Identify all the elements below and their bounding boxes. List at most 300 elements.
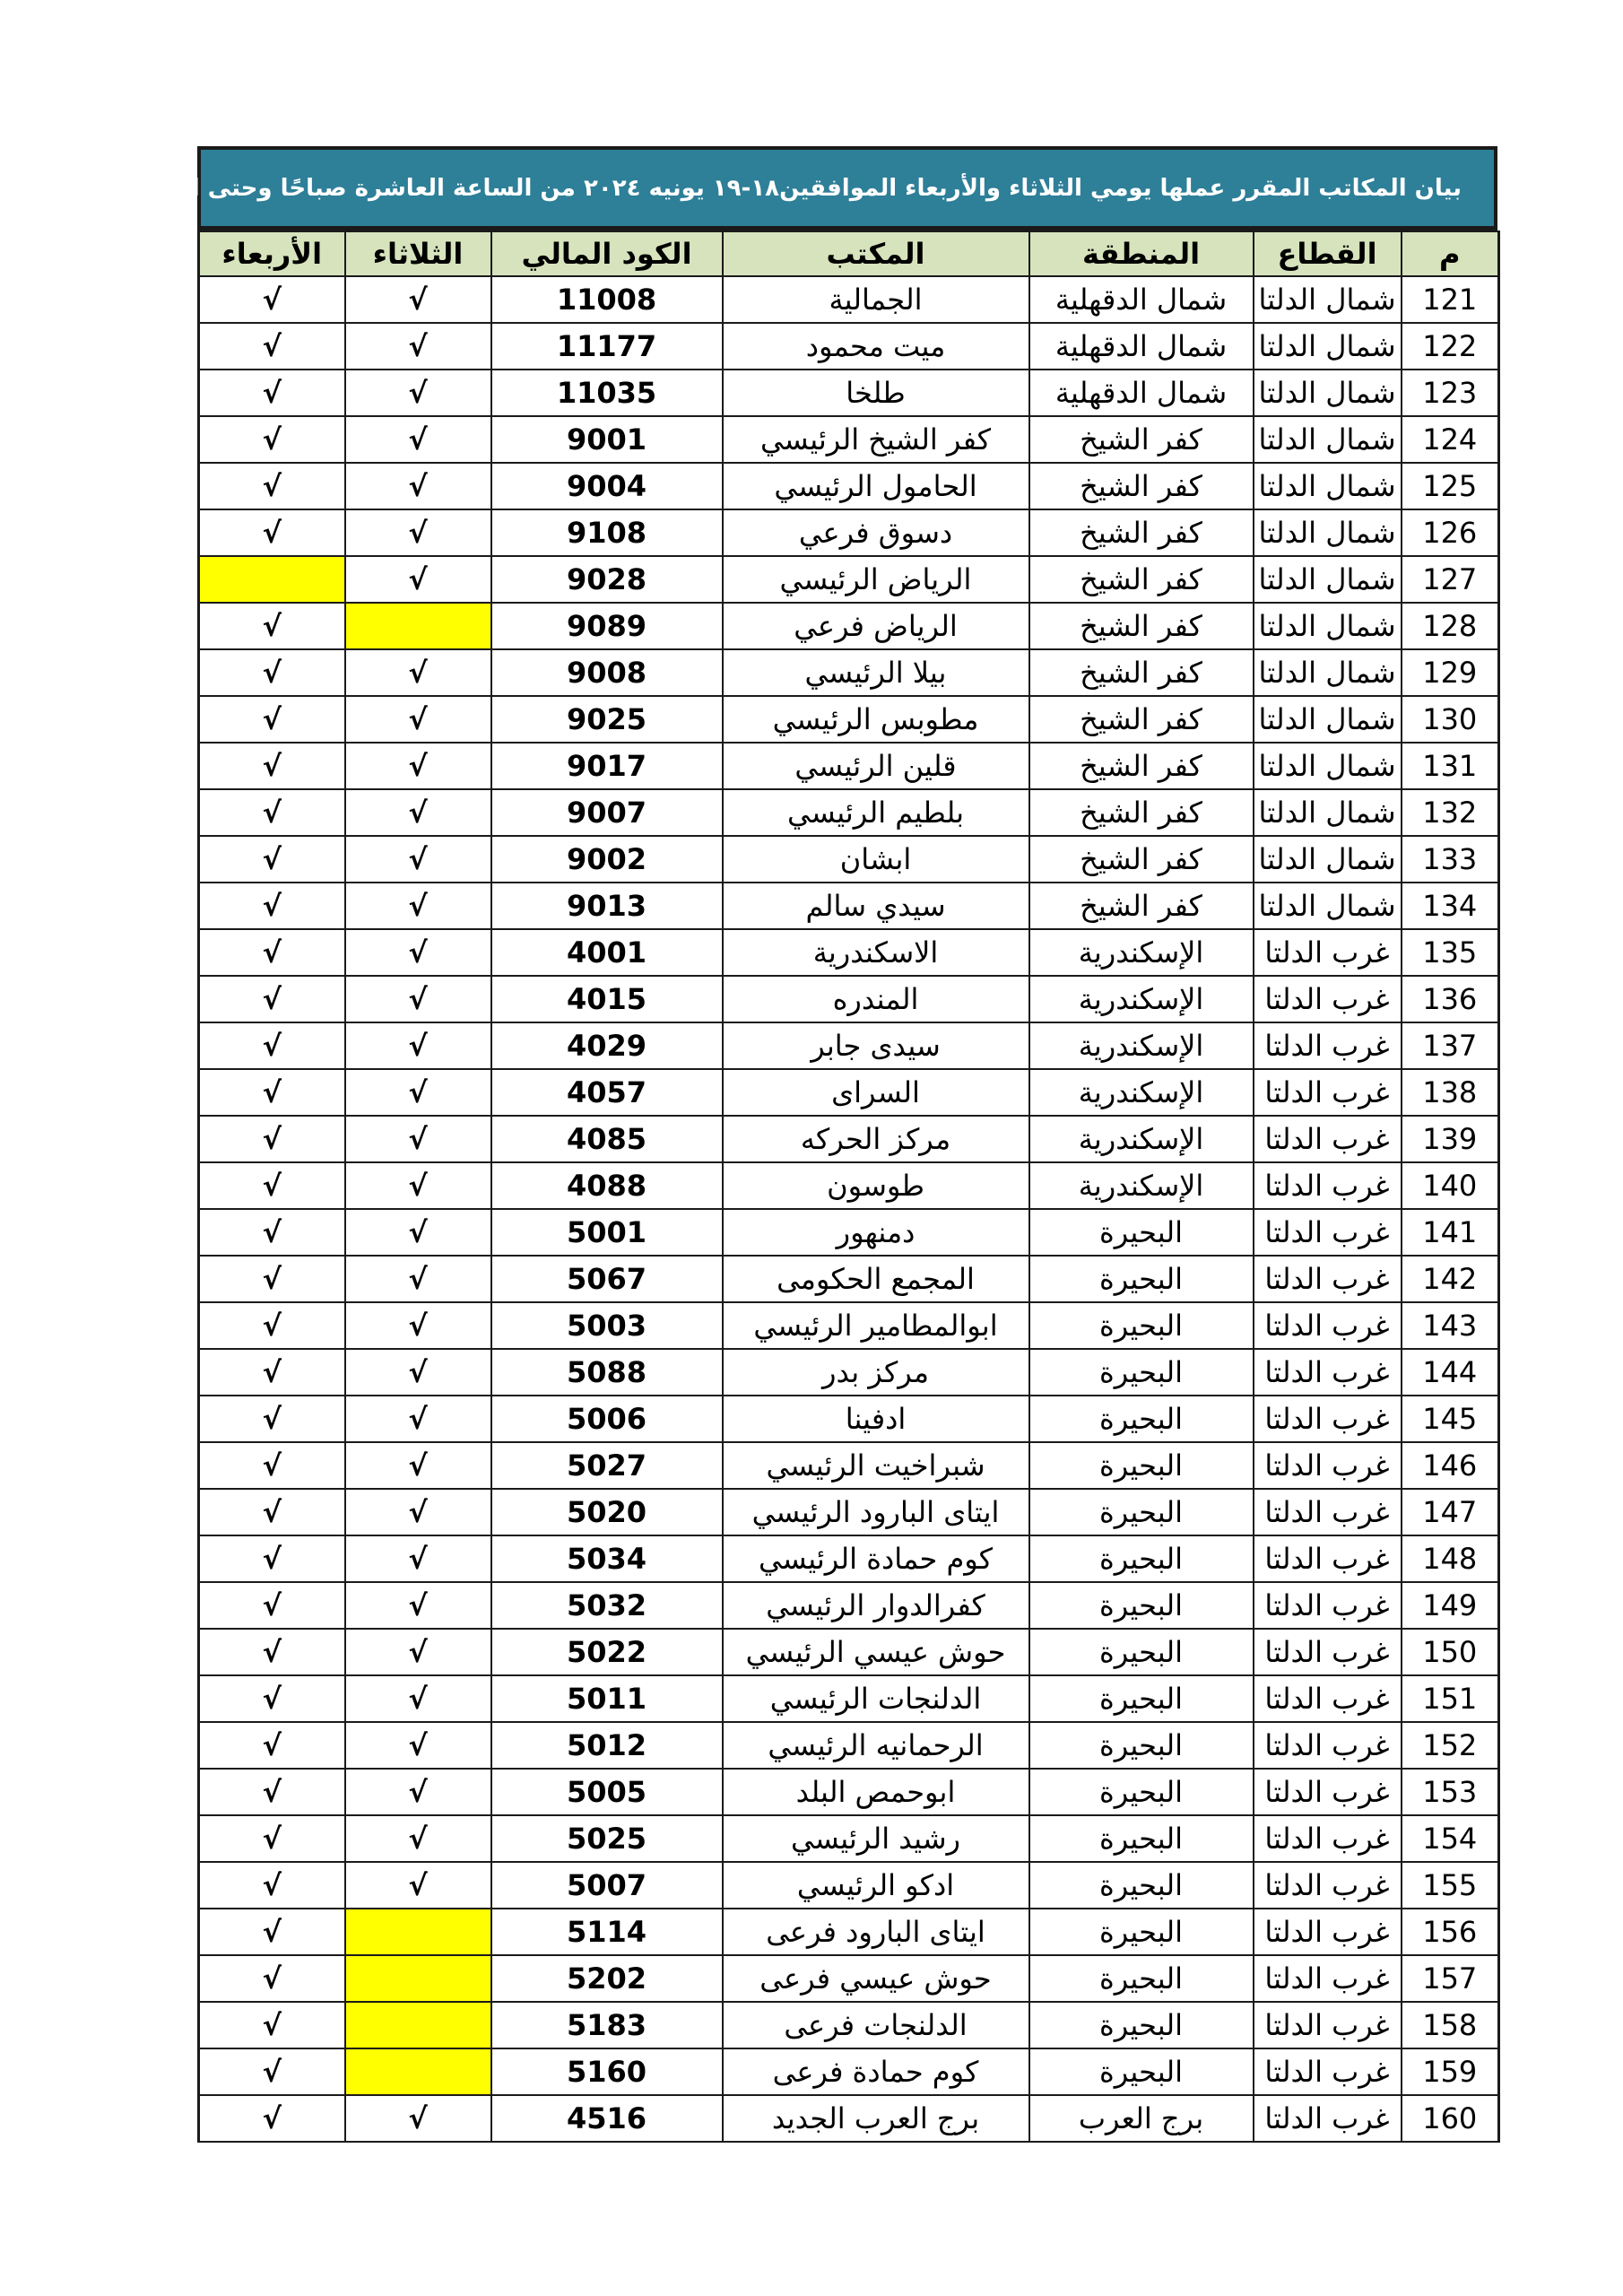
table-row bbox=[199, 1069, 1499, 1116]
cell-sector: شمال الدلتا bbox=[1254, 370, 1402, 416]
table-body bbox=[199, 276, 1499, 2142]
cell-region: كفر الشيخ bbox=[1029, 509, 1254, 556]
cell-wednesday: √ bbox=[199, 1675, 345, 1722]
cell-region: الإسكندرية bbox=[1029, 1069, 1254, 1116]
cell-serial: 137 bbox=[1402, 1022, 1499, 1069]
cell-serial: 160 bbox=[1402, 2095, 1499, 2142]
cell-region: الإسكندرية bbox=[1029, 929, 1254, 976]
cell-wednesday: √ bbox=[199, 1769, 345, 1815]
cell-tuesday: √ bbox=[345, 696, 491, 743]
cell-office: مطوبس الرئيسي bbox=[723, 696, 1029, 743]
cell-sector: غرب الدلتا bbox=[1254, 1909, 1402, 1955]
cell-office: ابوحمص البلد bbox=[723, 1769, 1029, 1815]
cell-tuesday: √ bbox=[345, 836, 491, 883]
table-row bbox=[199, 2002, 1499, 2048]
cell-region: الإسكندرية bbox=[1029, 1022, 1254, 1069]
cell-serial: 157 bbox=[1402, 1955, 1499, 2002]
cell-sector: غرب الدلتا bbox=[1254, 1442, 1402, 1489]
cell-tuesday: √ bbox=[345, 370, 491, 416]
cell-financial-code: 5034 bbox=[491, 1535, 723, 1582]
cell-tuesday bbox=[345, 1955, 491, 2002]
cell-office: كفرالدوار الرئيسي bbox=[723, 1582, 1029, 1629]
table-row bbox=[199, 1722, 1499, 1769]
cell-sector: شمال الدلتا bbox=[1254, 323, 1402, 370]
cell-sector: شمال الدلتا bbox=[1254, 276, 1402, 323]
cell-serial: 125 bbox=[1402, 463, 1499, 509]
cell-office: ادفينا bbox=[723, 1396, 1029, 1442]
cell-serial: 130 bbox=[1402, 696, 1499, 743]
cell-office: سيدى جابر bbox=[723, 1022, 1029, 1069]
cell-wednesday: √ bbox=[199, 1629, 345, 1675]
cell-office: بيلا الرئيسي bbox=[723, 649, 1029, 696]
cell-sector: غرب الدلتا bbox=[1254, 1629, 1402, 1675]
cell-wednesday: √ bbox=[199, 323, 345, 370]
cell-region: البحيرة bbox=[1029, 1909, 1254, 1955]
cell-wednesday: √ bbox=[199, 2048, 345, 2095]
cell-region: شمال الدقهلية bbox=[1029, 323, 1254, 370]
cell-region: الإسكندرية bbox=[1029, 1162, 1254, 1209]
cell-financial-code: 9007 bbox=[491, 789, 723, 836]
cell-financial-code: 9025 bbox=[491, 696, 723, 743]
cell-region: البحيرة bbox=[1029, 1256, 1254, 1302]
cell-serial: 129 bbox=[1402, 649, 1499, 696]
cell-tuesday: √ bbox=[345, 1162, 491, 1209]
cell-region: شمال الدقهلية bbox=[1029, 276, 1254, 323]
cell-office: كفر الشيخ الرئيسي bbox=[723, 416, 1029, 463]
cell-wednesday: √ bbox=[199, 463, 345, 509]
cell-wednesday: √ bbox=[199, 1815, 345, 1862]
cell-financial-code: 5005 bbox=[491, 1769, 723, 1815]
cell-office: طوسون bbox=[723, 1162, 1029, 1209]
cell-financial-code: 5088 bbox=[491, 1349, 723, 1396]
cell-financial-code: 4029 bbox=[491, 1022, 723, 1069]
cell-financial-code: 4015 bbox=[491, 976, 723, 1022]
cell-serial: 156 bbox=[1402, 1909, 1499, 1955]
cell-sector: شمال الدلتا bbox=[1254, 649, 1402, 696]
cell-wednesday: √ bbox=[199, 509, 345, 556]
cell-tuesday: √ bbox=[345, 1535, 491, 1582]
table-row bbox=[199, 1349, 1499, 1396]
cell-wednesday: √ bbox=[199, 370, 345, 416]
cell-region: كفر الشيخ bbox=[1029, 556, 1254, 603]
cell-serial: 131 bbox=[1402, 743, 1499, 789]
header-wednesday: الأربعاء bbox=[199, 231, 345, 276]
table-row bbox=[199, 1535, 1499, 1582]
cell-region: البحيرة bbox=[1029, 1396, 1254, 1442]
cell-tuesday: √ bbox=[345, 509, 491, 556]
cell-tuesday: √ bbox=[345, 463, 491, 509]
cell-office: الرياض فرعي bbox=[723, 603, 1029, 649]
table-row bbox=[199, 370, 1499, 416]
cell-serial: 147 bbox=[1402, 1489, 1499, 1535]
cell-office: بلطيم الرئيسي bbox=[723, 789, 1029, 836]
cell-region: الإسكندرية bbox=[1029, 1116, 1254, 1162]
cell-sector: شمال الدلتا bbox=[1254, 463, 1402, 509]
cell-region: شمال الدقهلية bbox=[1029, 370, 1254, 416]
header-sector: القطاع bbox=[1254, 231, 1402, 276]
cell-wednesday: √ bbox=[199, 603, 345, 649]
header-serial: م bbox=[1402, 231, 1499, 276]
cell-office: الحامول الرئيسي bbox=[723, 463, 1029, 509]
cell-financial-code: 5003 bbox=[491, 1302, 723, 1349]
cell-serial: 121 bbox=[1402, 276, 1499, 323]
table-row bbox=[199, 556, 1499, 603]
cell-tuesday bbox=[345, 2002, 491, 2048]
cell-wednesday: √ bbox=[199, 1489, 345, 1535]
cell-office: ادكو الرئيسي bbox=[723, 1862, 1029, 1909]
cell-region: كفر الشيخ bbox=[1029, 463, 1254, 509]
table-row bbox=[199, 603, 1499, 649]
table-row bbox=[199, 1442, 1499, 1489]
cell-sector: غرب الدلتا bbox=[1254, 1489, 1402, 1535]
cell-wednesday: √ bbox=[199, 1256, 345, 1302]
cell-office: شبراخيت الرئيسي bbox=[723, 1442, 1029, 1489]
cell-financial-code: 5183 bbox=[491, 2002, 723, 2048]
cell-sector: غرب الدلتا bbox=[1254, 1862, 1402, 1909]
cell-wednesday: √ bbox=[199, 696, 345, 743]
cell-financial-code: 9013 bbox=[491, 883, 723, 929]
cell-tuesday: √ bbox=[345, 1815, 491, 1862]
cell-tuesday: √ bbox=[345, 883, 491, 929]
cell-wednesday: √ bbox=[199, 976, 345, 1022]
cell-sector: غرب الدلتا bbox=[1254, 2095, 1402, 2142]
cell-office: دمنهور bbox=[723, 1209, 1029, 1256]
cell-financial-code: 5202 bbox=[491, 1955, 723, 2002]
cell-financial-code: 5012 bbox=[491, 1722, 723, 1769]
cell-wednesday: √ bbox=[199, 1535, 345, 1582]
cell-wednesday: √ bbox=[199, 1116, 345, 1162]
cell-sector: غرب الدلتا bbox=[1254, 1396, 1402, 1442]
cell-financial-code: 5001 bbox=[491, 1209, 723, 1256]
table-row bbox=[199, 1396, 1499, 1442]
cell-region: كفر الشيخ bbox=[1029, 696, 1254, 743]
table-row bbox=[199, 1489, 1499, 1535]
cell-sector: شمال الدلتا bbox=[1254, 696, 1402, 743]
cell-sector: شمال الدلتا bbox=[1254, 603, 1402, 649]
table-row bbox=[199, 1769, 1499, 1815]
table-row bbox=[199, 929, 1499, 976]
header-financial-code: الكود المالي bbox=[491, 231, 723, 276]
table-row bbox=[199, 509, 1499, 556]
cell-office: برج العرب الجديد bbox=[723, 2095, 1029, 2142]
cell-sector: غرب الدلتا bbox=[1254, 976, 1402, 1022]
cell-region: البحيرة bbox=[1029, 1535, 1254, 1582]
cell-region: الإسكندرية bbox=[1029, 976, 1254, 1022]
cell-office: كوم حمادة فرعى bbox=[723, 2048, 1029, 2095]
cell-region: البحيرة bbox=[1029, 1955, 1254, 2002]
cell-serial: 138 bbox=[1402, 1069, 1499, 1116]
cell-region: كفر الشيخ bbox=[1029, 416, 1254, 463]
table-row bbox=[199, 789, 1499, 836]
cell-sector: غرب الدلتا bbox=[1254, 1535, 1402, 1582]
table-row bbox=[199, 2095, 1499, 2142]
cell-office: قلين الرئيسي bbox=[723, 743, 1029, 789]
cell-financial-code: 5020 bbox=[491, 1489, 723, 1535]
cell-serial: 149 bbox=[1402, 1582, 1499, 1629]
cell-serial: 127 bbox=[1402, 556, 1499, 603]
cell-financial-code: 5032 bbox=[491, 1582, 723, 1629]
cell-sector: غرب الدلتا bbox=[1254, 1769, 1402, 1815]
cell-financial-code: 9004 bbox=[491, 463, 723, 509]
table-row bbox=[199, 1116, 1499, 1162]
cell-financial-code: 5027 bbox=[491, 1442, 723, 1489]
title-banner bbox=[38, 146, 1497, 230]
cell-sector: غرب الدلتا bbox=[1254, 1302, 1402, 1349]
cell-office: ابوالمطامير الرئيسي bbox=[723, 1302, 1029, 1349]
cell-wednesday: √ bbox=[199, 929, 345, 976]
cell-office: المجمع الحكومى bbox=[723, 1256, 1029, 1302]
cell-wednesday: √ bbox=[199, 1909, 345, 1955]
cell-tuesday: √ bbox=[345, 649, 491, 696]
cell-wednesday: √ bbox=[199, 2002, 345, 2048]
cell-office: حوش عيسي الرئيسي bbox=[723, 1629, 1029, 1675]
cell-financial-code: 4516 bbox=[491, 2095, 723, 2142]
cell-wednesday: √ bbox=[199, 789, 345, 836]
cell-sector: شمال الدلتا bbox=[1254, 416, 1402, 463]
cell-wednesday: √ bbox=[199, 743, 345, 789]
cell-tuesday bbox=[345, 603, 491, 649]
cell-tuesday: √ bbox=[345, 1209, 491, 1256]
cell-sector: شمال الدلتا bbox=[1254, 556, 1402, 603]
cell-wednesday: √ bbox=[199, 276, 345, 323]
table-row bbox=[199, 1209, 1499, 1256]
cell-wednesday: √ bbox=[199, 1162, 345, 1209]
cell-tuesday bbox=[345, 2048, 491, 2095]
table-row bbox=[199, 416, 1499, 463]
cell-tuesday: √ bbox=[345, 276, 491, 323]
cell-office: السراى bbox=[723, 1069, 1029, 1116]
cell-tuesday: √ bbox=[345, 1722, 491, 1769]
cell-wednesday bbox=[199, 556, 345, 603]
cell-office: مركز الحركه bbox=[723, 1116, 1029, 1162]
cell-region: البحيرة bbox=[1029, 1675, 1254, 1722]
cell-region: البحيرة bbox=[1029, 1349, 1254, 1396]
cell-tuesday: √ bbox=[345, 1862, 491, 1909]
cell-region: كفر الشيخ bbox=[1029, 743, 1254, 789]
cell-sector: غرب الدلتا bbox=[1254, 1256, 1402, 1302]
cell-financial-code: 9108 bbox=[491, 509, 723, 556]
cell-region: كفر الشيخ bbox=[1029, 836, 1254, 883]
cell-region: البحيرة bbox=[1029, 1722, 1254, 1769]
cell-sector: غرب الدلتا bbox=[1254, 1675, 1402, 1722]
cell-region: البحيرة bbox=[1029, 1489, 1254, 1535]
table-row bbox=[199, 743, 1499, 789]
cell-financial-code: 5006 bbox=[491, 1396, 723, 1442]
cell-wednesday: √ bbox=[199, 836, 345, 883]
cell-financial-code: 4057 bbox=[491, 1069, 723, 1116]
header-office: المكتب bbox=[723, 231, 1029, 276]
cell-serial: 144 bbox=[1402, 1349, 1499, 1396]
cell-sector: شمال الدلتا bbox=[1254, 836, 1402, 883]
cell-wednesday: √ bbox=[199, 1955, 345, 2002]
cell-wednesday: √ bbox=[199, 1396, 345, 1442]
table-row bbox=[199, 976, 1499, 1022]
title-text: بيان المكاتب المقرر عملها يومي الثلاثاء والأربعاء الموافقين١٨-١٩ يونيه ٢٠٢٤ من الساعة العاشرة صباحًا وحتى الخامسة مساءً bbox=[38, 174, 1462, 202]
cell-tuesday: √ bbox=[345, 1442, 491, 1489]
cell-sector: شمال الدلتا bbox=[1254, 509, 1402, 556]
cell-financial-code: 5011 bbox=[491, 1675, 723, 1722]
cell-tuesday: √ bbox=[345, 1116, 491, 1162]
table-row bbox=[199, 1862, 1499, 1909]
cell-serial: 143 bbox=[1402, 1302, 1499, 1349]
cell-office: الرحمانيه الرئيسي bbox=[723, 1722, 1029, 1769]
cell-serial: 154 bbox=[1402, 1815, 1499, 1862]
cell-sector: غرب الدلتا bbox=[1254, 929, 1402, 976]
cell-sector: شمال الدلتا bbox=[1254, 743, 1402, 789]
cell-serial: 159 bbox=[1402, 2048, 1499, 2095]
cell-financial-code: 4088 bbox=[491, 1162, 723, 1209]
cell-region: البحيرة bbox=[1029, 1815, 1254, 1862]
table-row bbox=[199, 2048, 1499, 2095]
cell-region: البحيرة bbox=[1029, 1442, 1254, 1489]
cell-financial-code: 9089 bbox=[491, 603, 723, 649]
cell-serial: 155 bbox=[1402, 1862, 1499, 1909]
table-row bbox=[199, 1582, 1499, 1629]
cell-sector: غرب الدلتا bbox=[1254, 1162, 1402, 1209]
table-row bbox=[199, 1815, 1499, 1862]
cell-wednesday: √ bbox=[199, 1022, 345, 1069]
cell-region: البحيرة bbox=[1029, 1862, 1254, 1909]
cell-serial: 128 bbox=[1402, 603, 1499, 649]
cell-wednesday: √ bbox=[199, 1209, 345, 1256]
cell-region: البحيرة bbox=[1029, 1629, 1254, 1675]
cell-tuesday: √ bbox=[345, 1349, 491, 1396]
cell-office: سيدي سالم bbox=[723, 883, 1029, 929]
cell-financial-code: 5007 bbox=[491, 1862, 723, 1909]
table-row bbox=[199, 323, 1499, 370]
cell-tuesday: √ bbox=[345, 1256, 491, 1302]
cell-serial: 133 bbox=[1402, 836, 1499, 883]
cell-serial: 150 bbox=[1402, 1629, 1499, 1675]
cell-financial-code: 5067 bbox=[491, 1256, 723, 1302]
cell-region: البحيرة bbox=[1029, 1302, 1254, 1349]
header-tuesday: الثلاثاء bbox=[345, 231, 491, 276]
cell-sector: غرب الدلتا bbox=[1254, 1582, 1402, 1629]
cell-financial-code: 5022 bbox=[491, 1629, 723, 1675]
cell-tuesday: √ bbox=[345, 789, 491, 836]
cell-tuesday: √ bbox=[345, 976, 491, 1022]
cell-office: الدلنجات الرئيسي bbox=[723, 1675, 1029, 1722]
cell-tuesday: √ bbox=[345, 1069, 491, 1116]
cell-financial-code: 9017 bbox=[491, 743, 723, 789]
cell-tuesday: √ bbox=[345, 1629, 491, 1675]
table-row bbox=[199, 883, 1499, 929]
cell-office: ابشان bbox=[723, 836, 1029, 883]
cell-office: المندره bbox=[723, 976, 1029, 1022]
cell-financial-code: 9002 bbox=[491, 836, 723, 883]
cell-tuesday: √ bbox=[345, 929, 491, 976]
cell-tuesday: √ bbox=[345, 556, 491, 603]
cell-wednesday: √ bbox=[199, 1069, 345, 1116]
cell-serial: 140 bbox=[1402, 1162, 1499, 1209]
table-row bbox=[199, 1629, 1499, 1675]
table-row bbox=[199, 463, 1499, 509]
cell-sector: غرب الدلتا bbox=[1254, 1815, 1402, 1862]
cell-sector: غرب الدلتا bbox=[1254, 1022, 1402, 1069]
cell-office: رشيد الرئيسي bbox=[723, 1815, 1029, 1862]
offices-table bbox=[197, 230, 1500, 2143]
cell-sector: غرب الدلتا bbox=[1254, 1955, 1402, 2002]
table-row bbox=[199, 649, 1499, 696]
cell-serial: 126 bbox=[1402, 509, 1499, 556]
cell-office: ميت محمود bbox=[723, 323, 1029, 370]
cell-serial: 152 bbox=[1402, 1722, 1499, 1769]
cell-sector: غرب الدلتا bbox=[1254, 1349, 1402, 1396]
cell-serial: 139 bbox=[1402, 1116, 1499, 1162]
cell-office: دسوق فرعي bbox=[723, 509, 1029, 556]
cell-wednesday: √ bbox=[199, 649, 345, 696]
cell-office: الدلنجات فرعى bbox=[723, 2002, 1029, 2048]
cell-financial-code: 9008 bbox=[491, 649, 723, 696]
cell-tuesday: √ bbox=[345, 743, 491, 789]
cell-financial-code: 4085 bbox=[491, 1116, 723, 1162]
cell-office: الاسكندرية bbox=[723, 929, 1029, 976]
cell-financial-code: 11008 bbox=[491, 276, 723, 323]
cell-tuesday: √ bbox=[345, 1582, 491, 1629]
table-row bbox=[199, 1675, 1499, 1722]
cell-tuesday: √ bbox=[345, 1489, 491, 1535]
cell-region: كفر الشيخ bbox=[1029, 883, 1254, 929]
header-region: المنطقة bbox=[1029, 231, 1254, 276]
cell-office: الجمالية bbox=[723, 276, 1029, 323]
cell-financial-code: 5025 bbox=[491, 1815, 723, 1862]
cell-serial: 124 bbox=[1402, 416, 1499, 463]
cell-financial-code: 11035 bbox=[491, 370, 723, 416]
cell-office: ايتاى البارود الرئيسي bbox=[723, 1489, 1029, 1535]
cell-serial: 158 bbox=[1402, 2002, 1499, 2048]
cell-tuesday: √ bbox=[345, 2095, 491, 2142]
table-row bbox=[199, 836, 1499, 883]
cell-sector: غرب الدلتا bbox=[1254, 1209, 1402, 1256]
cell-wednesday: √ bbox=[199, 2095, 345, 2142]
cell-tuesday: √ bbox=[345, 416, 491, 463]
cell-financial-code: 9001 bbox=[491, 416, 723, 463]
table-row bbox=[199, 696, 1499, 743]
cell-office: طلخا bbox=[723, 370, 1029, 416]
cell-sector: غرب الدلتا bbox=[1254, 2048, 1402, 2095]
cell-office: الرياض الرئيسي bbox=[723, 556, 1029, 603]
cell-region: البحيرة bbox=[1029, 2002, 1254, 2048]
cell-serial: 141 bbox=[1402, 1209, 1499, 1256]
cell-serial: 136 bbox=[1402, 976, 1499, 1022]
cell-region: البحيرة bbox=[1029, 2048, 1254, 2095]
cell-tuesday: √ bbox=[345, 1769, 491, 1815]
cell-financial-code: 5114 bbox=[491, 1909, 723, 1955]
cell-sector: غرب الدلتا bbox=[1254, 2002, 1402, 2048]
cell-financial-code: 11177 bbox=[491, 323, 723, 370]
cell-serial: 146 bbox=[1402, 1442, 1499, 1489]
table-row bbox=[199, 1302, 1499, 1349]
cell-region: كفر الشيخ bbox=[1029, 649, 1254, 696]
cell-region: البحيرة bbox=[1029, 1769, 1254, 1815]
cell-tuesday: √ bbox=[345, 1675, 491, 1722]
cell-tuesday: √ bbox=[345, 1396, 491, 1442]
cell-serial: 123 bbox=[1402, 370, 1499, 416]
table-row bbox=[199, 1256, 1499, 1302]
cell-tuesday bbox=[345, 1909, 491, 1955]
cell-wednesday: √ bbox=[199, 416, 345, 463]
cell-sector: شمال الدلتا bbox=[1254, 789, 1402, 836]
cell-sector: غرب الدلتا bbox=[1254, 1116, 1402, 1162]
table-row bbox=[199, 1955, 1499, 2002]
table-row bbox=[199, 1909, 1499, 1955]
cell-serial: 122 bbox=[1402, 323, 1499, 370]
cell-office: مركز بدر bbox=[723, 1349, 1029, 1396]
table-header-row bbox=[199, 231, 1499, 276]
cell-wednesday: √ bbox=[199, 1582, 345, 1629]
cell-tuesday: √ bbox=[345, 1022, 491, 1069]
table-row bbox=[199, 1162, 1499, 1209]
